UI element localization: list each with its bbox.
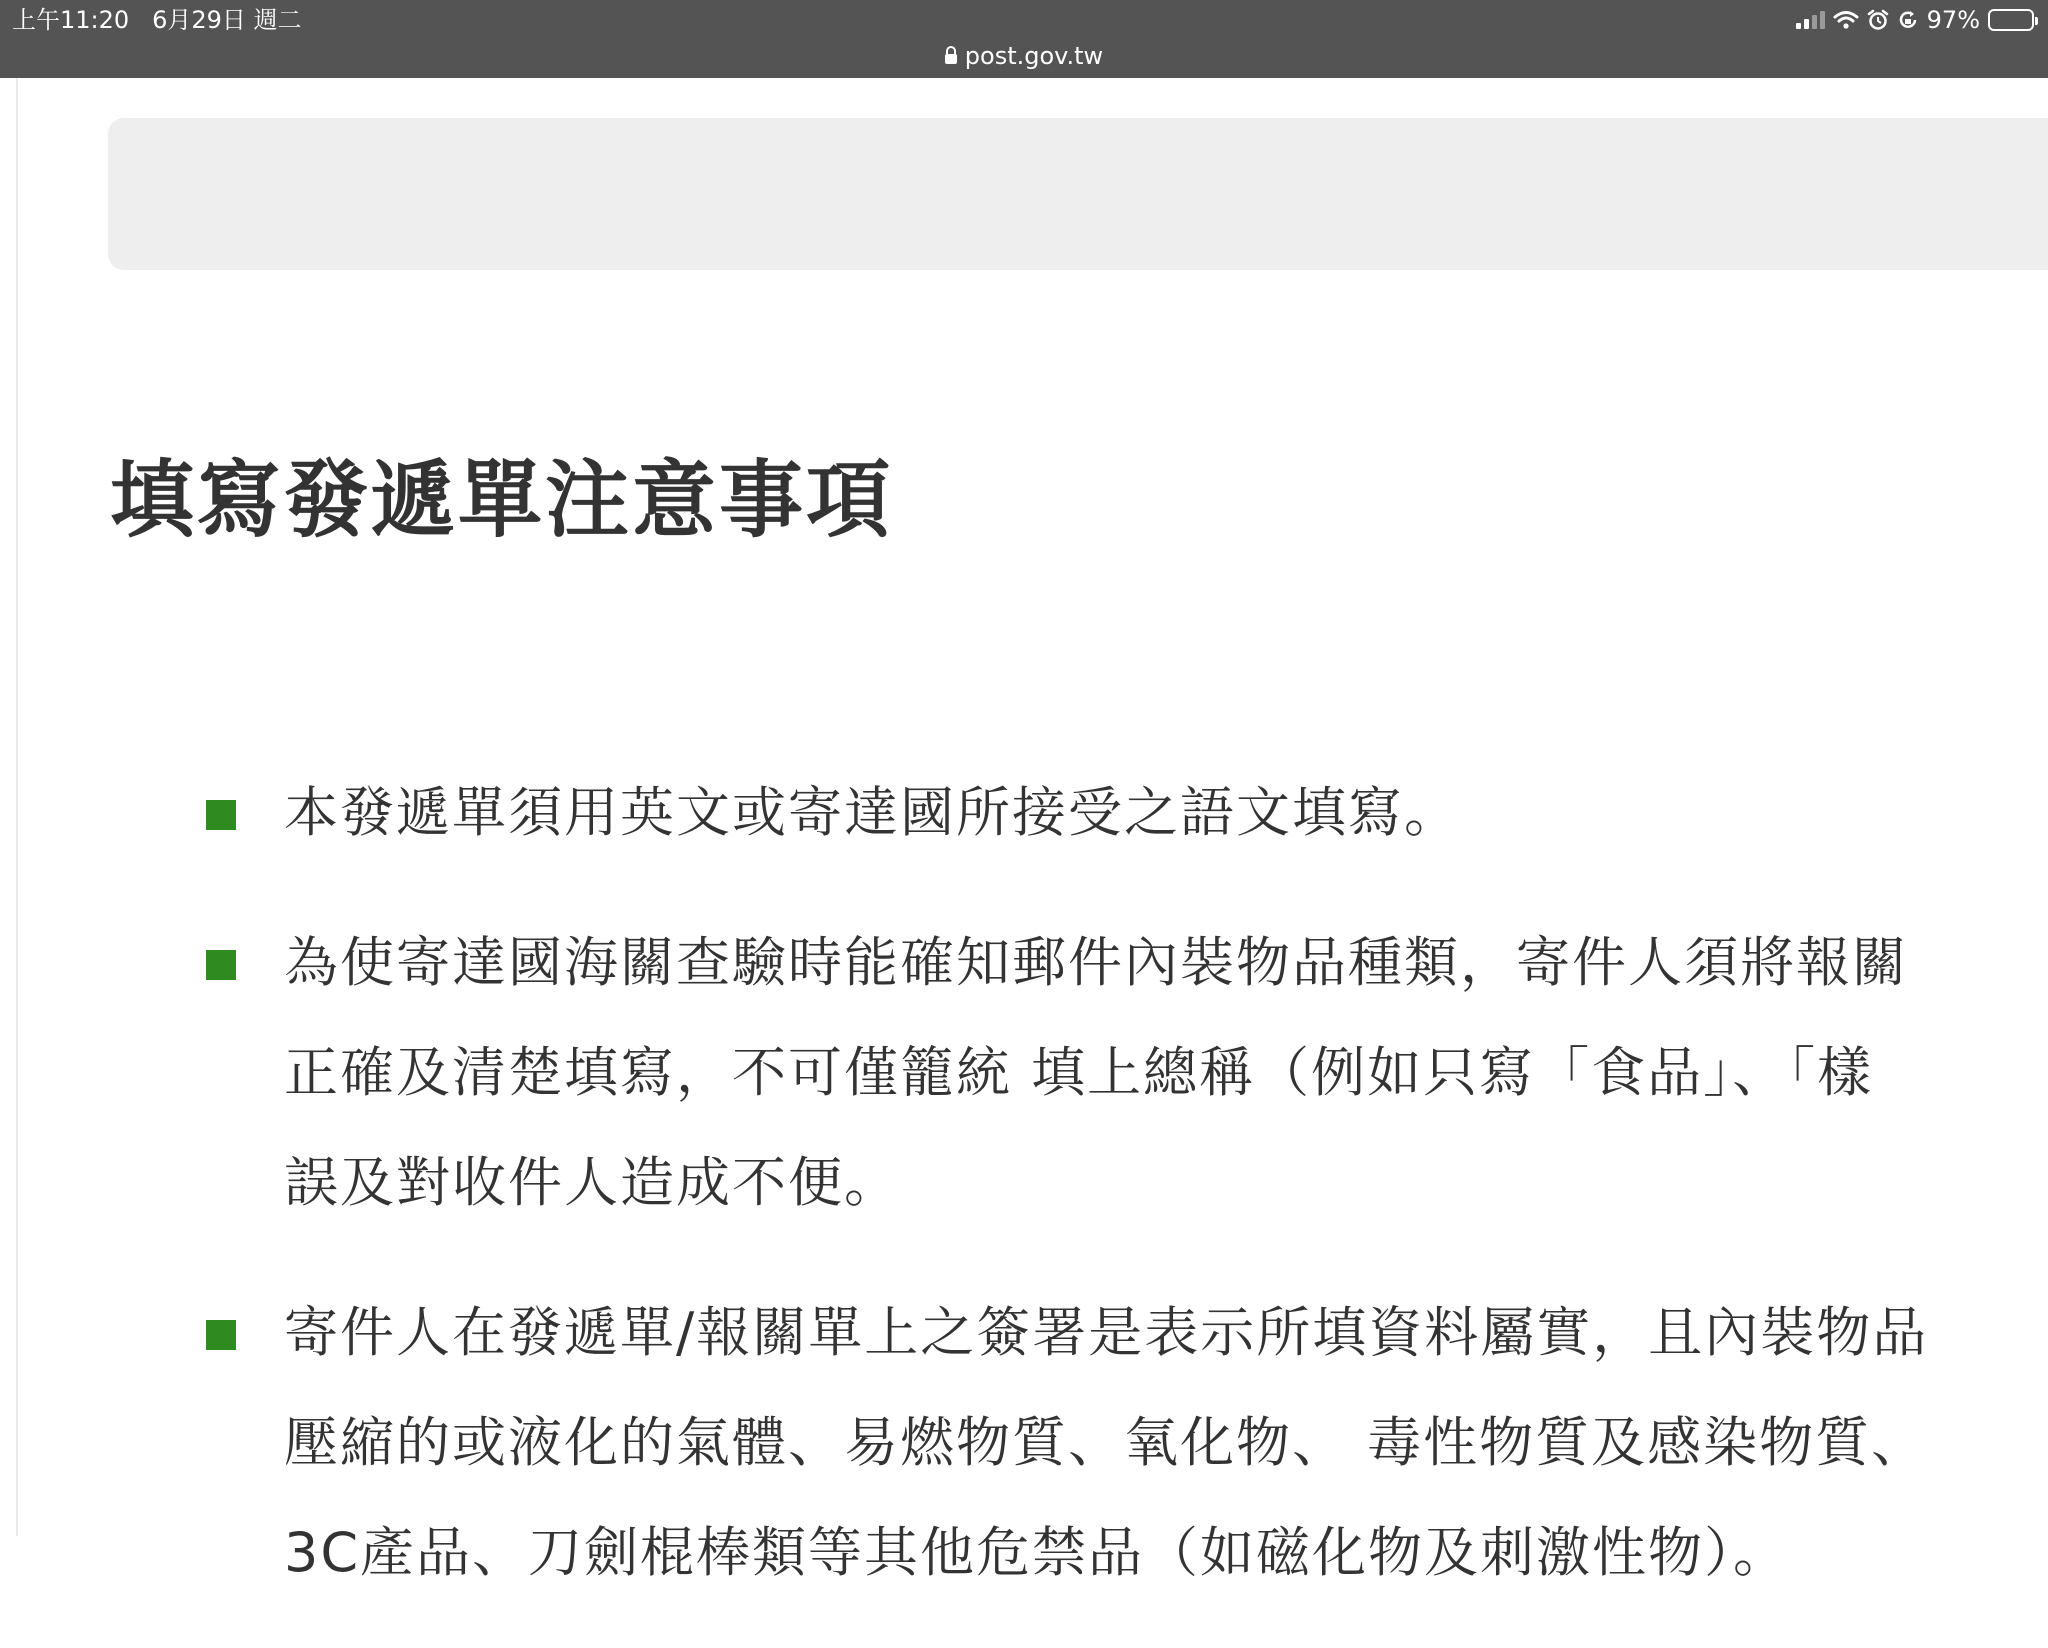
status-date: 6月29日 週二 <box>152 6 302 34</box>
green-square-bullet-icon <box>206 1320 236 1350</box>
notice-list <box>206 758 2048 1648</box>
status-icons <box>1796 4 2034 36</box>
page-edge-divider <box>16 78 18 1536</box>
alarm-icon <box>1867 9 1889 31</box>
signal-icon <box>1796 11 1825 29</box>
list-item-text: 本發遞單須用英文或寄達國所接受之語文填寫。 <box>284 781 1460 844</box>
list-item-text: 寄件人在發遞單/報關單上之簽署是表示所填資料屬實，且內裝物品 <box>284 1301 1929 1364</box>
status-time-date <box>12 4 302 36</box>
list-item-text: 壓縮的或液化的氣體、易燃物質、氧化物、 毒性物質及感染物質、 <box>284 1411 1928 1474</box>
green-square-bullet-icon <box>206 950 236 980</box>
status-bar <box>0 0 2048 78</box>
list-item-text: 為使寄達國海關查驗時能確知郵件內裝物品種類，寄件人須將報關 <box>284 931 1908 994</box>
wifi-icon <box>1833 10 1859 30</box>
list-item <box>206 758 2048 868</box>
address-bar[interactable] <box>0 40 2048 72</box>
list-item-text: 3C產品、刀劍棍棒類等其他危禁品（如磁化物及刺激性物）。 <box>284 1521 1790 1584</box>
battery-percent: 97% <box>1926 6 1980 34</box>
list-item <box>206 1278 2048 1608</box>
status-time: 上午11:20 <box>12 6 130 34</box>
battery-icon <box>1988 9 2034 31</box>
list-item-text: 誤及對收件人造成不便。 <box>284 1151 900 1214</box>
gray-banner <box>108 118 2048 270</box>
orientation-lock-icon <box>1897 9 1919 31</box>
lock-icon <box>945 54 957 64</box>
page-title: 填寫發遞單注意事項 <box>110 451 894 549</box>
url-text: post.gov.tw <box>964 42 1104 70</box>
green-square-bullet-icon <box>206 800 236 830</box>
list-item-text: 正確及清楚填寫，不可僅籠統 填上總稱（例如只寫「食品」、「樣 <box>284 1041 1874 1104</box>
page-content <box>0 78 2048 1584</box>
list-item <box>206 908 2048 1238</box>
